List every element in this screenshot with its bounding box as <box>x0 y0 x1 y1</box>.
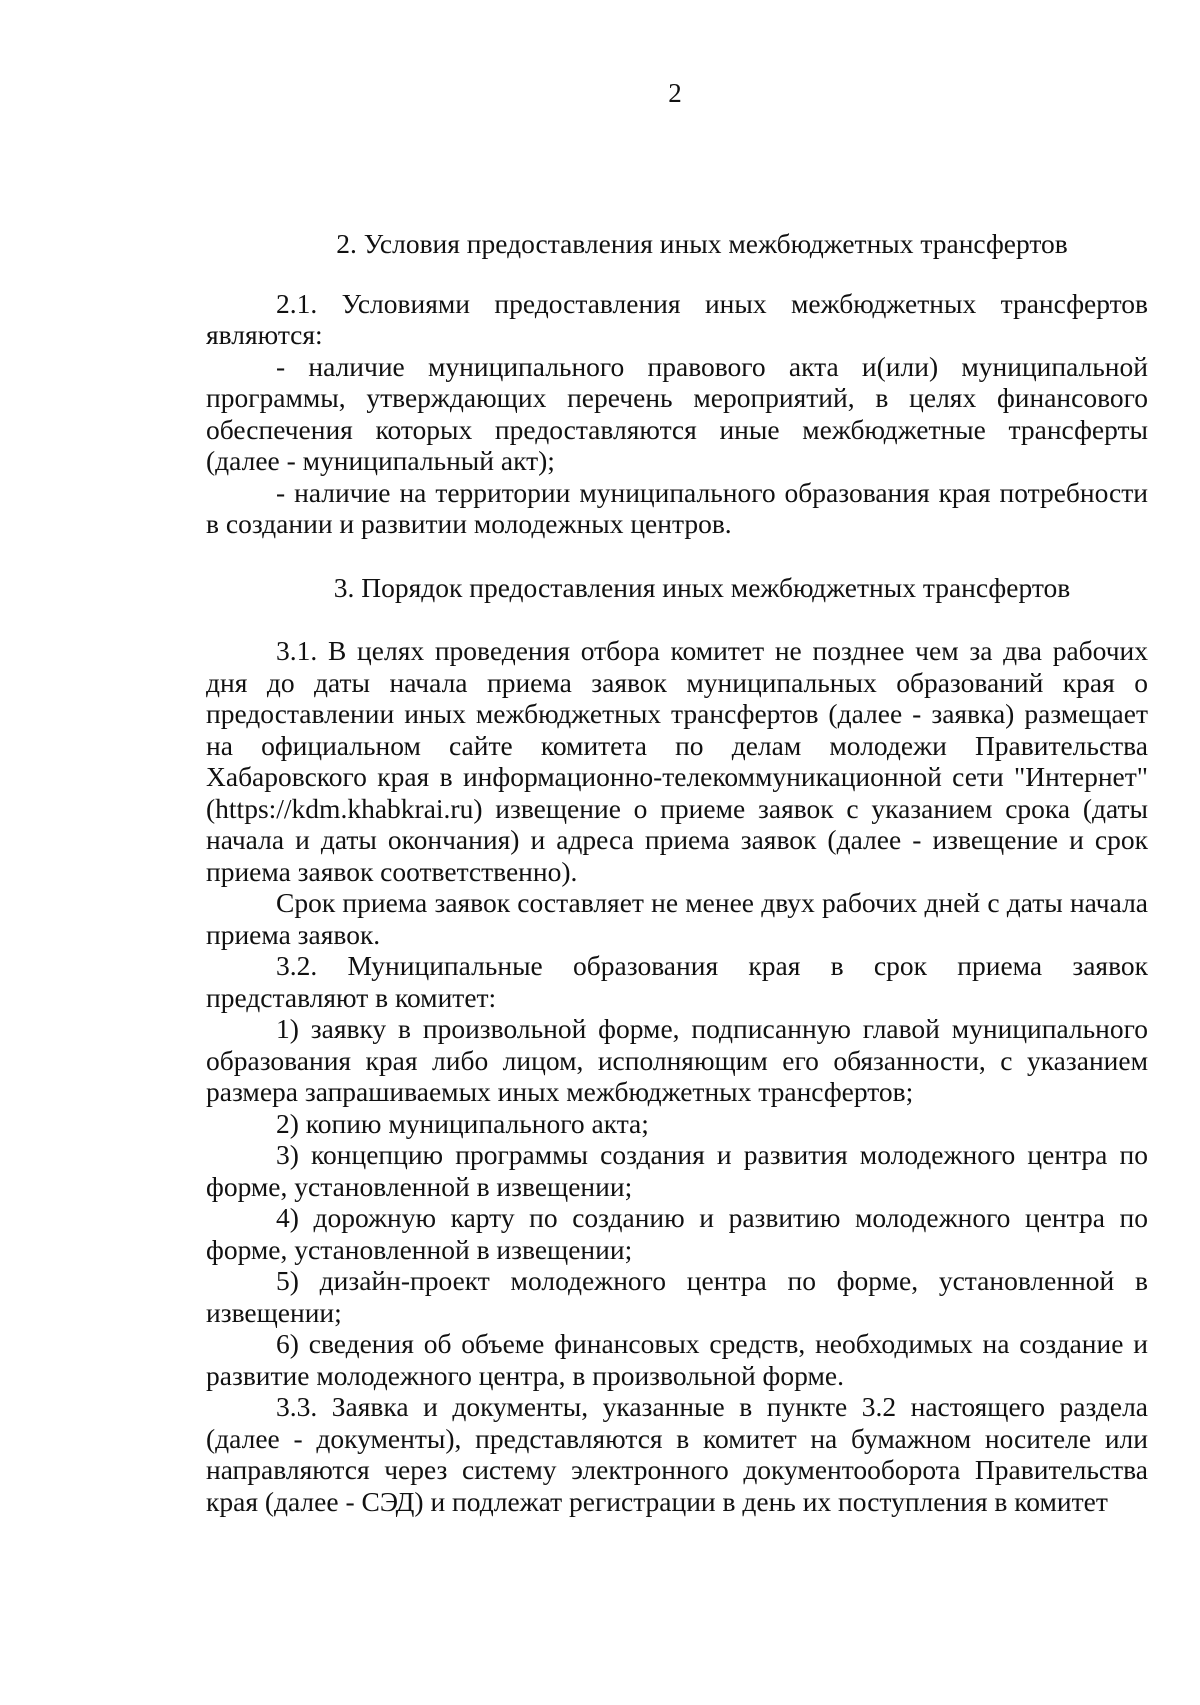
section-3-heading: 3. Порядок предоставления иных межбюджетных трансфертов <box>333 571 1071 603</box>
paragraph: 3) концепцию программы создания и развития молодежного центра по форме, установленной в извещении; <box>206 1139 1148 1202</box>
paragraph: 5) дизайн-проект молодежного центра по форме, установленной в извещении; <box>206 1265 1148 1328</box>
paragraph: 4) дорожную карту по созданию и развитию молодежного центра по форме, установленной в извещении; <box>206 1202 1148 1265</box>
section-2-heading: 2. Условия предоставления иных межбюджетных трансфертов <box>336 228 1068 259</box>
page-number: 2 <box>668 78 682 108</box>
paragraph: Срок приема заявок составляет не менее двух рабочих дней с даты начала приема заявок. <box>206 887 1148 950</box>
document-body <box>206 228 1148 1517</box>
paragraph: 1) заявку в произвольной форме, подписанную главой муниципального образования края либо лицом, исполняющим его обязанности, с указанием размера запрашиваемых иных межбюджетных трансфертов; <box>206 1013 1148 1107</box>
paragraph: 2) копию муниципального акта; <box>276 1107 649 1139</box>
paragraph: 3.2. Муниципальные образования края в срок приема заявок представляют в комитет: <box>206 950 1148 1013</box>
paragraph: 2.1. Условиями предоставления иных межбюджетных трансфертов являются: <box>206 287 1148 350</box>
paragraph: - наличие муниципального правового акта и(или) муниципальной программы, утверждающих перечень мероприятий, в целях финансового обеспечения которых предоставляются иные межбюджетные трансферты (далее - муниципальный акт); <box>206 350 1148 476</box>
paragraph: - наличие на территории муниципального образования края потребности в создании и развитии молодежных центров. <box>206 476 1148 539</box>
paragraph: 3.1. В целях проведения отбора комитет не позднее чем за два рабочих дня до даты начала приема заявок муниципальных образований края о предоставлении иных межбюджетных трансфертов (далее - заявка) размещает на официальном сайте комитета по делам молодежи Правительства Хабаровского края в информационно-телекоммуникационной сети "Интернет" (https://kdm.khabkrai.ru) извещение о приеме заявок с указанием срока (даты начала и даты окончания) и адреса приема заявок (далее - извещение и срок приема заявок соответственно). <box>206 635 1148 887</box>
paragraph: 3.3. Заявка и документы, указанные в пункте 3.2 настоящего раздела (далее - документы), представляются в комитет на бумажном носителе или направляются через систему электронного документооборота Правительства края (далее - СЭД) и подлежат регистрации в день их поступления в комитет <box>206 1391 1148 1517</box>
paragraph: 6) сведения об объеме финансовых средств, необходимых на создание и развитие молодежного центра, в произвольной форме. <box>206 1328 1148 1391</box>
